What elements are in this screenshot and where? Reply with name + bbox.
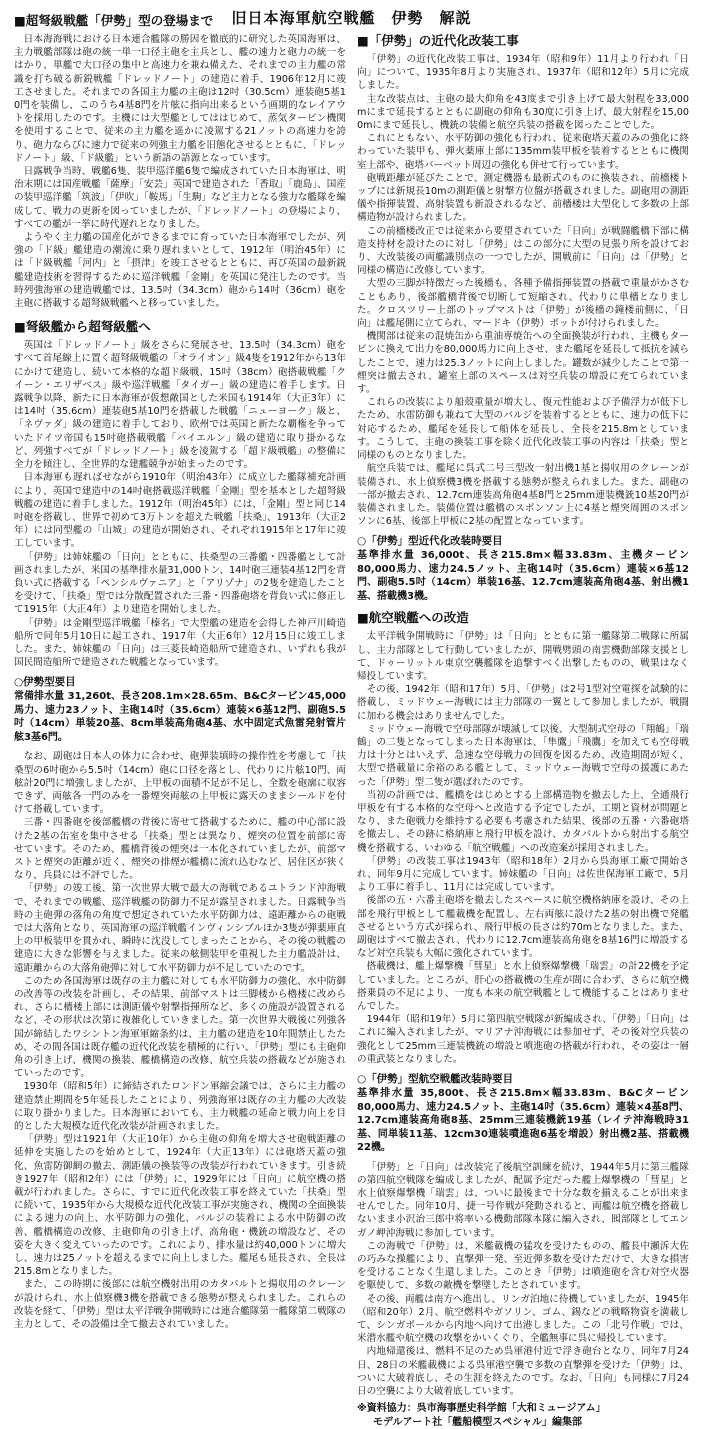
body-paragraph: 航空兵装では、艦尾に呉式二号三型改一射出機1基と揚収用のクレーンが装備され、水上偵察機3機を搭載する態勢が整えられました。また、副砲の一部が撤去され、12.7cm連装高角砲4基8門と25mm連装機銃10基20門が装備されました。装備位置は艦橋のスポンソン上に4基と煙突周囲のスポンソンに6基、後部上甲板に2基の配置となっています。 <box>357 463 689 528</box>
body-paragraph: 内地帰還後は、燃料不足のため呉軍港付近で浮き砲台となり、同年7月24日、28日の米艦載機による呉軍港空襲で多数の直撃弾を受けた「伊勢」は、ついに大破着底し、その生涯を終えたのです。なお、「日向」も同様に7月24日の空襲により大破着底しています。 <box>357 1346 689 1397</box>
body-paragraph: その後、1942年（昭和17年）5月、「伊勢」は2号1型対空電探を試験的に搭載し、ミッドウェー海戦には主力部隊の一翼として参加しましたが、戦闘に加わる機会はありませんでした。 <box>357 684 689 722</box>
left-column <box>14 10 346 1429</box>
specs-text: 常備排水量 31,260t、長さ208.1m×28.65m、B&Cタービン45,000馬力、速力23ノット、主砲14吋（35.6cm）連装×6基12門、副砲5.5吋（14cm）単装20基、8cm単装高角砲4基、水中固定式魚雷発射管片舷3基6門。 <box>14 691 346 743</box>
body-paragraph: 「伊勢」の近代化改装工事は、1934年（昭和9年）11月より行われ「日向」について、1935年8月より実施され、1937年（昭和12年）5月に完成しました。 <box>357 54 689 92</box>
body-paragraph: これらの改装により船殻重量が増大し、復元性能および予備浮力が低下したため、水雷防御も兼ねて大型のバルジを装着するとともに、速力の低下に対応するため、艦尾を延長して船体を延長し、全長を215.8mとしています。こうして、主砲の換装工事を除く近代化改装工事の内容は「扶桑」型と同様のものとなりました。 <box>357 397 689 462</box>
body-paragraph: 後部の五・六番主砲塔を撤去したスペースに航空機格納庫を設け、その上部を飛行甲板として艦載機を配置し、左右両舷に設けた2基の射出機で発艦させるという方式が採られ、飛行甲板の長さは約70mとなりました。また、副砲はすべて撤去され、代わりに12.7cm連装高角砲を8基16門に増設するなど対空兵装も大幅に強化されています。 <box>357 895 689 960</box>
body-paragraph: 三番・四番砲を後部艦橋の背後に寄せて搭載するために、艦の中心部に設けた2基の缶室を集中させる「扶桑」型とは異なり、煙突の位置を前部に寄せています。そのため、艦橋背後の煙突は一本化されていましたが、前部マストと煙突の距離が近く、煙突の排煙が艦橋に流れ込むなど、居住区が狭くなり、兵員には不評でした。 <box>14 817 346 882</box>
section-heading: ■弩級艦から超弩級艦へ <box>14 319 151 335</box>
body-paragraph: 太平洋戦争開戦時に「伊勢」は「日向」とともに第一艦隊第二戦隊に所属し、主力部隊として行動していましたが、開戦劈頭の南雲機動部隊支援として、ドゥーリットル東京空襲艦隊を追撃すべく出撃したものの、戦果はなく帰投しています。 <box>357 631 689 682</box>
section-heading: ■「伊勢」の近代化改装工事 <box>357 33 519 48</box>
specs-text: 基準排水量 36,000t、長さ215.8m×幅33.83m、主機タービン80,000馬力、速力24.5ノット、主砲14吋（35.6cm）連装×6基12門、副砲5.5吋（14cm）単装16基、12.7cm連装高角砲4基、射出機1基、搭載機3機。 <box>357 550 689 602</box>
body-paragraph: 1930年（昭和5年）に締結されたロンドン軍縮会議では、さらに主力艦の建造禁止期間を5年延長したことにより、列強海軍は既存の主力艦の大改装に取り掛かりました。日本海軍においても、主力戦艦の延命と戦力向上を目的とした大規模な近代化改装が計画されました。 <box>14 1081 346 1133</box>
body-paragraph: 機関部は従来の混焼缶から重油専焼缶への全面換装が行われ、主機もタービンに換えて出力を80,000馬力に向上させ、また艦尾を延長して抵抗を減らしたことで、速力は25.3ノットに向上しました。罐数が減少したことで第一煙突は撤去され、罐室上部のスペースは対空兵装の増設に充てられています。 <box>357 331 689 396</box>
body-paragraph: その後、両艦は南方へ進出し、リンガ泊地に待機していましたが、1945年（昭和20年）2月、航空燃料やガソリン、ゴム、錫などの戦略物資を満載して、シンガポールから内地へ向けて出港しました。この「北号作戦」では、米潜水艦や航空機の攻撃をかいくぐり、全艦無事に呉に帰投しています。 <box>357 1293 689 1345</box>
source-line: ※資料協力：呉市海事歴史科学館「大和ミュージアム」 <box>357 1403 606 1415</box>
body-paragraph: 主な改装点は、主砲の最大仰角を43度まで引き上げて最大射程を33,000mにまで延長するとともに副砲の仰角も30度に引き上げ、最大射程を15,000mにまで延長し、機銃の装備と航空兵装の搭載を図ったことでした。 <box>357 93 689 132</box>
body-paragraph: また、この時期に後部には航空機射出用のカタパルトと揚収用のクレーンが設けられ、水上偵察機3機を搭載できる態勢が整えられました。これらの改装を経て、「伊勢」型は太平洋戦争開戦時には連合艦隊第一艦隊第二戦隊の主力として、その設備は全て撤去されていました。 <box>14 1279 346 1331</box>
right-column <box>357 30 689 1429</box>
body-paragraph: ようやく主力艦の国産化ができるまでに育っていた日本海軍でしたが、列強の「ド級」艦建造の潮流に乗り遅れまいとして、1912年（明治45年）には「ド級戦艦「河内」と「摂津」を竣工させるとともに、再び英国の最新鋭艦建造技術を習得するために巡洋戦艦「金剛」を英国に発注したのです。当時列強海軍の建造戦艦では、13.5吋（34.3cm）砲から14吋（36cm）砲を主砲に搭載する超弩級戦艦へと移っていました。 <box>14 232 346 310</box>
specs-heading: ○「伊勢」型航空戦艦改装時要目 <box>357 1073 514 1086</box>
section-heading: ■超弩級戦艦「伊勢」型の登場まで <box>14 13 214 28</box>
specs-text: 基準排水量 35,800t、長さ215.8m×幅33.83m、B&Cタービン80,000馬力、速力24.5ノット、主砲14吋（35.6cm）連装×4基8門、12.7cm連装高角砲8基、25mm三連装機銃19基（レイテ沖海戦時31基、同単装11基、12cm30連装噴進砲6基を増設）射出機2基、搭載機22機。 <box>357 1088 689 1154</box>
body-paragraph: 砲戦距離が延びたことで、測定機器も最新式のものに換装され、前檣楼トップには新規長10mの測距儀と射撃方位盤が搭載されました。副砲用の測距儀や指揮装置、高射装置も新設されるなど、前檣楼は大型化して多数の上部構造物が設けられました。 <box>357 172 689 224</box>
sources-credit <box>357 1402 689 1429</box>
section-heading: ■航空戦艦への改造 <box>357 610 469 626</box>
body-paragraph: この海戦で「伊勢」は、米艦載機の猛攻を受けたものの、艦長中瀬泝大佐の巧みな操艦により、直撃弾一発、至近弾多数を受けただけで、大きな損害を受けることなく生還しました。このとき「伊勢」は噴進砲を含む対空火器を駆使して、多数の敵機を撃墜したとされています。 <box>357 1240 689 1292</box>
specs-heading: ○伊勢型要目 <box>14 676 76 689</box>
body-paragraph: 「伊勢」は姉妹艦の「日向」とともに、扶桑型の三番艦・四番艦として計画されましたが、米国の基準排水量31,000トン、14吋砲三連装4基12門を背負い式に搭載する「ペンシルヴァニア」と「アリゾナ」の2隻を建造したことを受けて、「扶桑」型では分散配置された三番・四番砲塔を背負い式に修正して1915年（大正4年）より建造を開始しました。 <box>14 551 346 616</box>
body-paragraph: 「伊勢」型は1921年（大正10年）から主砲の仰角を増大させ砲戦距離の延伸を実施したのを始めとして、1924年（大正13年）には砲塔天蓋の強化、魚雷防御網の撤去、測距儀の換装等の改装が行われていきます。引き続き1927年（昭和2年）には「伊勢」に、1929年には「日向」に航空機の搭載が行われました。さらに、すでに近代化改装工事を終えていた「扶桑」型に続いて、1935年から大規模な近代化改装工事が実施され、機関の全面換装による速力の向上、水平防御力の強化、バルジの装着による水中防御の改善、艦橋構造の改修、主砲仰角の引き上げ、高角砲・機銃の増設など、その姿を大きく変えていったのです。これにより、排水量は約40,000トンに増大し、速力は25ノットを超えるまでに向上しました。艦尾も延長され、全長は215.8mとなりました。 <box>14 1134 346 1278</box>
body-paragraph: 日本海軍も遅ればせながら1910年（明治43年）に成立した艦隊補充計画により、英国で建造中の14吋砲搭載巡洋戦艦「金剛」型を基本とした超弩級戦艦の建造に着手しました。1912年（明治45年）には、「金剛」型と同じ14吋砲を搭載し、世界で初めて3万トンを超えた戦艦「扶桑」、1913年（大正2年）には同型艦の「山城」の建造が開始され、それぞれ1915年と17年に竣工しています。 <box>14 472 346 550</box>
body-paragraph: 大型の三脚が特徴だった後檣も、各種予備指揮装置の搭載で重量がかさむこともあり、後部艦橋背後で切断して短縮され、代わりに単檣となりました。クロスツリー上部のトップマストは「伊勢」が後檣の鐘楼前側に、「日向」は艦尾側に立てられ、マードキ（伊勢）ポットが付けられました。 <box>357 278 689 330</box>
document-title: 旧日本海軍航空戦艦 伊勢 解説 <box>231 9 472 27</box>
body-paragraph: 1944年（昭和19年）5月に第四航空戦隊が新編成され、「伊勢」「日向」はこれに編入されましたが、マリアナ沖海戦には参加せず、その後対空兵装の強化として25mm三連装機銃の増設と噴進砲の搭載が行われ、その姿は一層の重武装となりました。 <box>357 1014 689 1065</box>
body-paragraph: ミッドウェー海戦で空母部隊が壊滅して以後、大型制式空母の「翔鶴」「瑞鶴」の二隻となってしまった日本海軍は、「隼鷹」「飛鷹」を加えても空母戦力は十分とはいえず、急速な空母戦力の回復を図るため、改造期間が短く、大型で搭載量に余裕のある艦として、ミッドウェー海戦で空母の援護にあたった「伊勢」型二隻が選ばれたのです。 <box>357 723 689 788</box>
body-paragraph: なお、副砲は日本人の体力に合わせ、砲弾装填時の操作性を考慮して「扶桑型の6吋砲から5.5吋（14cm）砲に口径を落とし、代わりに片舷10門、両舷計20門に増強しましたが、上甲板の面積不足が不足し、全数を砲廓に収容できず、両舷各一門のみを一番煙突両舷の上甲板に露天のままシールドを付けて搭載しています。 <box>14 751 346 816</box>
source-line: モデルアート社「艦船模型スペシャル」編集部 <box>373 1416 582 1428</box>
body-paragraph: 英国は「ドレッドノート」級をさらに発展させ、13.5吋（34.3cm）砲をすべて首尾線上に置く超弩級戦艦の「オライオン」級4隻を1912年から13年にかけて建造し、続いて本格的な超ド級戦、15吋（38cm）砲搭載戦艦「クイーン・エリザベス」級や巡洋戦艦「タイガー」級の建造に着手します。日露戦争以降、新たに日本海軍が仮想敵国とした米国も1914年（大正3年）には14吋（35.6cm）連装砲5基10門を搭載した戦艦「ニューヨーク」級と、「ネヴァダ」級の建造に着手しており、欧州では英国と新たな覇権を争っていたドイツ帝国も15吋砲搭載戦艦「バイエルン」級の建造に取り掛かるなど、列強すべてが「ドレッドノート」級を凌駕する「超ド級戦艦」の整備に全力を傾注し、全世界的な建艦競争が始まったのです。 <box>14 340 346 471</box>
body-paragraph: 「伊勢」は金剛型巡洋戦艦「榛名」で大型艦の建造を会得した神戸川崎造船所で同年5月10日に起工され、1917年（大正6年）12月15日に竣工しました。また、姉妹艦の「日向」は三菱長崎造船所で建造され、いずれも我が国民間造船所で建造された戦艦となっています。 <box>14 617 346 669</box>
body-paragraph: これにともない、水平防御の強化も行われ、従来砲塔天蓋のみの強化に終わっていた装甲も、弾火薬庫上部に135mm装甲板を装着するとともに機関室上部や、砲塔バーベット周辺の強化も併せて行っています。 <box>357 133 689 171</box>
body-paragraph: 当初の計画では、艦橋をはじめとする上部構造物を撤去した上、全通飛行甲板を有する本格的な空母へと改造する予定でしたが、工期と資材が問題となり、また砲戦力を維持する必要も考慮された結果、後部の五番・六番砲塔を撤去し、その跡に格納庫と飛行甲板を設け、カタパルトから射出する航空機を搭載する、いわゆる「航空戦艦」への改造案が採用されました。 <box>357 789 689 854</box>
body-paragraph: 搭載機は、艦上爆撃機「彗星」と水上偵察爆撃機「瑞雲」の計22機を予定していました。ところが、肝心の搭載機の生産が間に合わず、さらに航空機搭乗員の不足により、一度も本来の航空戦艦として機能することはありませんでした。 <box>357 961 689 1012</box>
body-paragraph: この前檣楼改正では従来から要望されていた「日向」が戦闘艦橋下部に構造支持材を設けたのに対し「伊勢」はこの部分に大型の見張り所を設けており、大改装後の両艦識別点の一つでしたが、開戦前に「日向」は「伊勢」と同様の構造に改修しています。 <box>357 225 689 277</box>
body-paragraph: 「伊勢」の改装工事は1943年（昭和18年）2月から呉海軍工廠で開始され、同年9月に完成しています。姉妹艦の「日向」は佐世保海軍工廠で、5月より工事に着手し、11月には完成しています。 <box>357 855 689 894</box>
body-paragraph: このため各国海軍は既存の主力艦に対しても水平防御力の強化、水中防御の改善等の改装を計画し、その結果、前部マストは三脚楼から櫓楼に改められ、さらに檣楼上部には測距儀や射撃指揮所など、多くの施設が設置されるなど、その形状は次第に複雑化していきました。第一次世界大戦後に列強各国が締結したワシントン海軍軍縮条約は、主力艦の建造を10年間禁止したため、その間各国は既存艦の近代化改装を積極的に行い、「伊勢」型にも主砲仰角の引き上げ、機関の換装、艦橋構造の改修、航空兵装の搭載などが施されていったのです。 <box>14 975 346 1080</box>
body-paragraph: 日本海海戦における日本連合艦隊の勝因を徹底的に研究した英国海軍は、主力戦艦部隊は砲の統一単一口径主砲を主兵とし、艦の速力と砲力の統一をはかり、単艦で大口径の集中と高速力を兼ね備えた、それまでの主力艦の常識を打ち破る新鋭戦艦「ドレッドノート」の建造に着手、1906年12月に竣工させました。それまでの各国主力艦の主砲は12吋（30.5cm）連装砲5基10門を装備し、このうち4基8門を片舷に指向出来るという画期的なレイアウトを採用したのです。主機には大型艦としてははじめて、蒸気タービン機関を使用することで、従来の主力艦を遥かに凌駕する21ノットの高速力を誇り、砲力ならびに速力で従来の列強主力艦を旧態化させるとともに、「ドレッドノート」級、「ド級艦」という新語の語源となっています。 <box>14 34 346 164</box>
specs-heading: ○「伊勢」型近代化改装時要目 <box>357 535 503 548</box>
body-paragraph: 「伊勢」と「日向」は改装完了後航空訓練を続け、1944年5月に第三艦隊の第四航空戦隊を編成しましたが、配属予定だった艦上爆撃機の「彗星」と水上偵察爆撃機「瑞雲」は、ついに最後まで十分な数を揃えることが出来ませんでした。同年10月、捷一号作戦が発動されると、両艦は航空機を搭載しないまま小沢治三郎中将率いる機動部隊本隊に編入され、囮部隊としてエンガノ岬沖海戦に参加しています。 <box>357 1161 689 1239</box>
body-paragraph: 日露戦争当時、戦艦6隻、装甲巡洋艦6隻で編成されていた日本海軍は、明治末期には国産戦艦「薩摩」「安芸」英国で建造された「香取」「鹿島」、国産の装甲巡洋艦「筑波」「伊吹」「鞍馬」「生駒」など主力となる強力な艦隊を編成して、戦力の更新を図っていましたが、「ドレッドノート」の登場により、すべての艦が一挙に時代遅れとなりました。 <box>14 166 346 230</box>
body-paragraph: 「伊勢」の竣工後、第一次世界大戦で最大の海戦であるユトランド沖海戦で、それまでの戦艦、巡洋戦艦の防御力不足が露呈されました。日露戦争当時の主砲弾の落角の角度で想定されていた水平防御力は、遠距離からの砲戦では大落角となり、英国海軍の巡洋戦艦インヴィンシブルほか3隻が弾薬庫直上の甲板装甲を貫かれ、瞬時に沈没してしまったことから、その後の戦艦の建造に大きな影響を与えました。従来の舷側装甲を重視した主力艦設計は、遠距離からの大落角砲弾に対して水平防御力が不足していたのです。 <box>14 883 346 974</box>
